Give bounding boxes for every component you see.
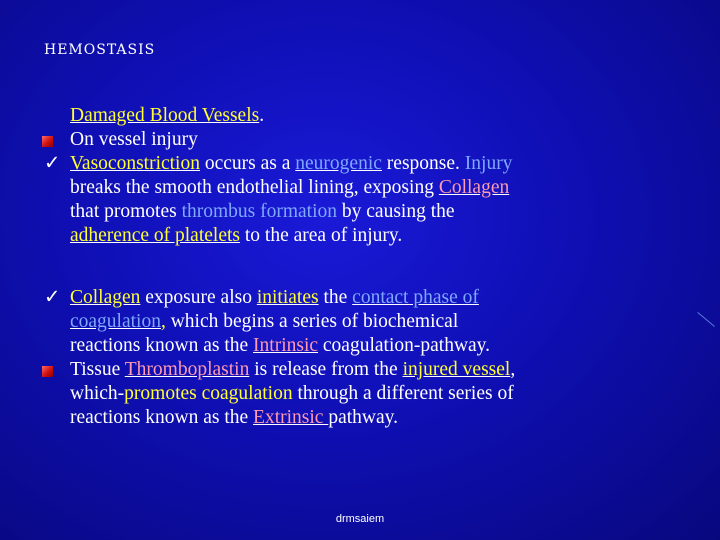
continuation-line: [50, 224, 690, 248]
term-collagen: Collagen: [438, 177, 510, 198]
heading-period: .: [259, 105, 265, 126]
comma: ,: [160, 311, 166, 332]
term-extrinsic: Extrinsic: [253, 407, 329, 428]
term-thromboplastin: Thromboplastin: [124, 359, 250, 380]
term-thrombus-formation: thrombus formation: [181, 201, 338, 222]
term-adherence-of-platelets: adherence of platelets: [70, 225, 240, 246]
text: coagulation-pathway.: [318, 335, 491, 356]
slide-title: HEMOSTASIS: [44, 42, 156, 58]
text: that promotes: [70, 201, 182, 222]
term-injury: Injury: [464, 153, 513, 174]
text: to the area of injury.: [240, 225, 403, 246]
text: occurs as a: [199, 153, 296, 174]
continuation-line: [50, 406, 690, 430]
heading-line: [50, 104, 690, 128]
heading-damaged-blood-vessels: Damaged Blood Vessels: [70, 105, 260, 126]
text: through a different series of: [292, 383, 514, 404]
text: ,: [510, 359, 516, 380]
term-vasoconstriction: Vasoconstriction: [70, 153, 200, 174]
continuation-line: [50, 176, 690, 200]
text: reactions known as the: [70, 407, 254, 428]
text: Tissue: [70, 359, 125, 380]
continuation-line: [50, 334, 690, 358]
slide-footer: drmsaiem: [335, 513, 385, 525]
text: response.: [381, 153, 465, 174]
term-contact-phase: contact phase of: [352, 287, 479, 308]
term-injured-vessel: injured vessel: [402, 359, 511, 380]
checkmark-icon: ✓: [44, 287, 61, 308]
term-intrinsic: Intrinsic: [253, 335, 319, 356]
text-on-vessel-injury: On vessel injury: [70, 129, 198, 150]
text: by causing the: [337, 201, 455, 222]
continuation-line: [50, 200, 690, 224]
term-collagen-exposure: Collagen: [70, 287, 141, 308]
text: which begins a series of biochemical: [165, 311, 459, 332]
text: pathway.: [328, 407, 398, 428]
text: which-: [70, 383, 125, 404]
bullet-line-tissue-thromboplastin: [50, 358, 690, 382]
term-coagulation: coagulation: [70, 311, 161, 332]
continuation-line: [50, 310, 690, 334]
text: is release from the: [249, 359, 403, 380]
red-square-bullet-icon: [42, 136, 53, 147]
continuation-line: [50, 382, 690, 406]
text: exposure also: [140, 287, 257, 308]
check-line-vasoconstriction: [44, 152, 690, 176]
bullet-line-vessel-injury: [50, 128, 690, 152]
text: breaks the smooth endothelial lining, exposing: [70, 177, 439, 198]
check-line-collagen: [44, 286, 690, 310]
term-promotes-coagulation: promotes coagulation: [124, 383, 293, 404]
term-initiates: initiates: [256, 287, 319, 308]
text: reactions known as the: [70, 335, 254, 356]
term-neurogenic: neurogenic: [295, 153, 382, 174]
checkmark-icon: ✓: [44, 153, 61, 174]
red-square-bullet-icon: [42, 366, 53, 377]
slide-body: [44, 104, 690, 430]
text: the: [318, 287, 353, 308]
